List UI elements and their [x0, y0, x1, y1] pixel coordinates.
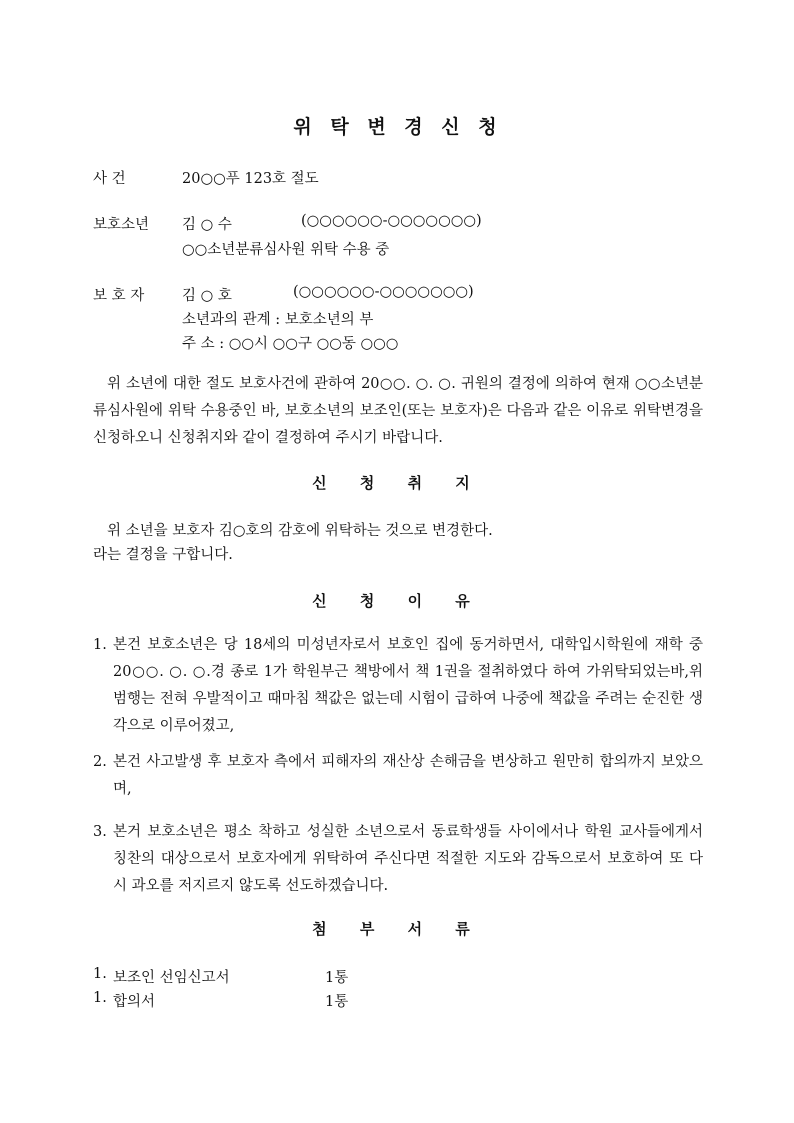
reason-text: 본거 보호소년은 평소 착하고 성실한 소년으로서 동료학생들 사이에서나 학원 교사들에게서 칭찬의 대상으로서 보호자에게 위탁하여 주신다면 적절한 지도와 감독으로서 보호하여 또 다시 과오를 저지르지 않도록 선도하겠습니다. [113, 824, 703, 894]
guardian-address: 주 소 : ○○시 ○○구 ○○동 ○○○ [182, 336, 399, 352]
reason-item [93, 749, 703, 803]
reason-number: 3. [93, 824, 107, 840]
guardian-relation: 소년과의 관계 : 보호소년의 부 [182, 312, 374, 328]
juvenile-label: 보호소년 [93, 217, 150, 233]
purpose-line-1: 위 소년을 보호자 김○호의 감호에 위탁하는 것으로 변경한다. [107, 523, 493, 539]
reason-number: 2. [93, 754, 107, 770]
attachment-number: 1. [93, 966, 107, 982]
guardian-name: 김 ○ 호 [182, 288, 232, 304]
case-value: 20○○푸 123호 절도 [182, 171, 319, 187]
document-title: 위 탁 변 경 신 청 [293, 116, 503, 138]
juvenile-detention: ○○소년분류심사원 위탁 수용 중 [182, 242, 390, 258]
attachment-name: 보조인 선임신고서 [113, 970, 230, 986]
intro-paragraph: 위 소년에 대한 절도 보호사건에 관하여 20○○. ○. ○. 귀원의 결정에 의하여 현재 ○○소년분류심사원에 위탁 수용중인 바, 보호소년의 보조인(또는 보호자)은 다음과 같은 이유로 위탁변경을 신청하오니 신청취지와 같이 결정하여 주시기 바랍니다. [93, 376, 703, 446]
guardian-label: 보 호 자 [93, 288, 145, 304]
reasons-heading: 신 청 이 유 [312, 592, 484, 610]
attachments-heading: 첨 부 서 류 [312, 920, 484, 938]
juvenile-id: (○○○○○○-○○○○○○○) [301, 213, 482, 229]
reason-text: 본건 보호소년은 당 18세의 미성년자로서 보호인 집에 동거하면서, 대학입시학원에 재학 중 20○○. ○. ○.경 종로 1가 학원부근 책방에서 책 1권을 절취하였다 하여 가위탁되었는바,위 범행는 전혀 우발적이고 때마침 책값은 없는데 시험이 급하여 나중에 책값을 주려는 순진한 생각으로 이루어졌고, [113, 637, 703, 734]
reason-item [93, 632, 703, 740]
guardian-id: (○○○○○○-○○○○○○○) [293, 284, 474, 300]
attachment-name: 합의서 [113, 994, 156, 1010]
reason-text: 본건 사고발생 후 보호자 측에서 피해자의 재산상 손해금을 변상하고 원만히 합의까지 보았으며, [113, 754, 703, 797]
attachment-count: 1통 [325, 994, 349, 1010]
case-label: 사 건 [93, 171, 126, 187]
document-page [93, 0, 703, 1123]
reason-number: 1. [93, 637, 107, 653]
attachment-number: 1. [93, 990, 107, 1006]
purpose-heading: 신 청 취 지 [312, 474, 484, 492]
attachment-count: 1통 [325, 970, 349, 986]
purpose-line-2: 라는 결정을 구합니다. [93, 547, 233, 563]
juvenile-name: 김 ○ 수 [182, 217, 232, 233]
reason-item [93, 819, 703, 900]
